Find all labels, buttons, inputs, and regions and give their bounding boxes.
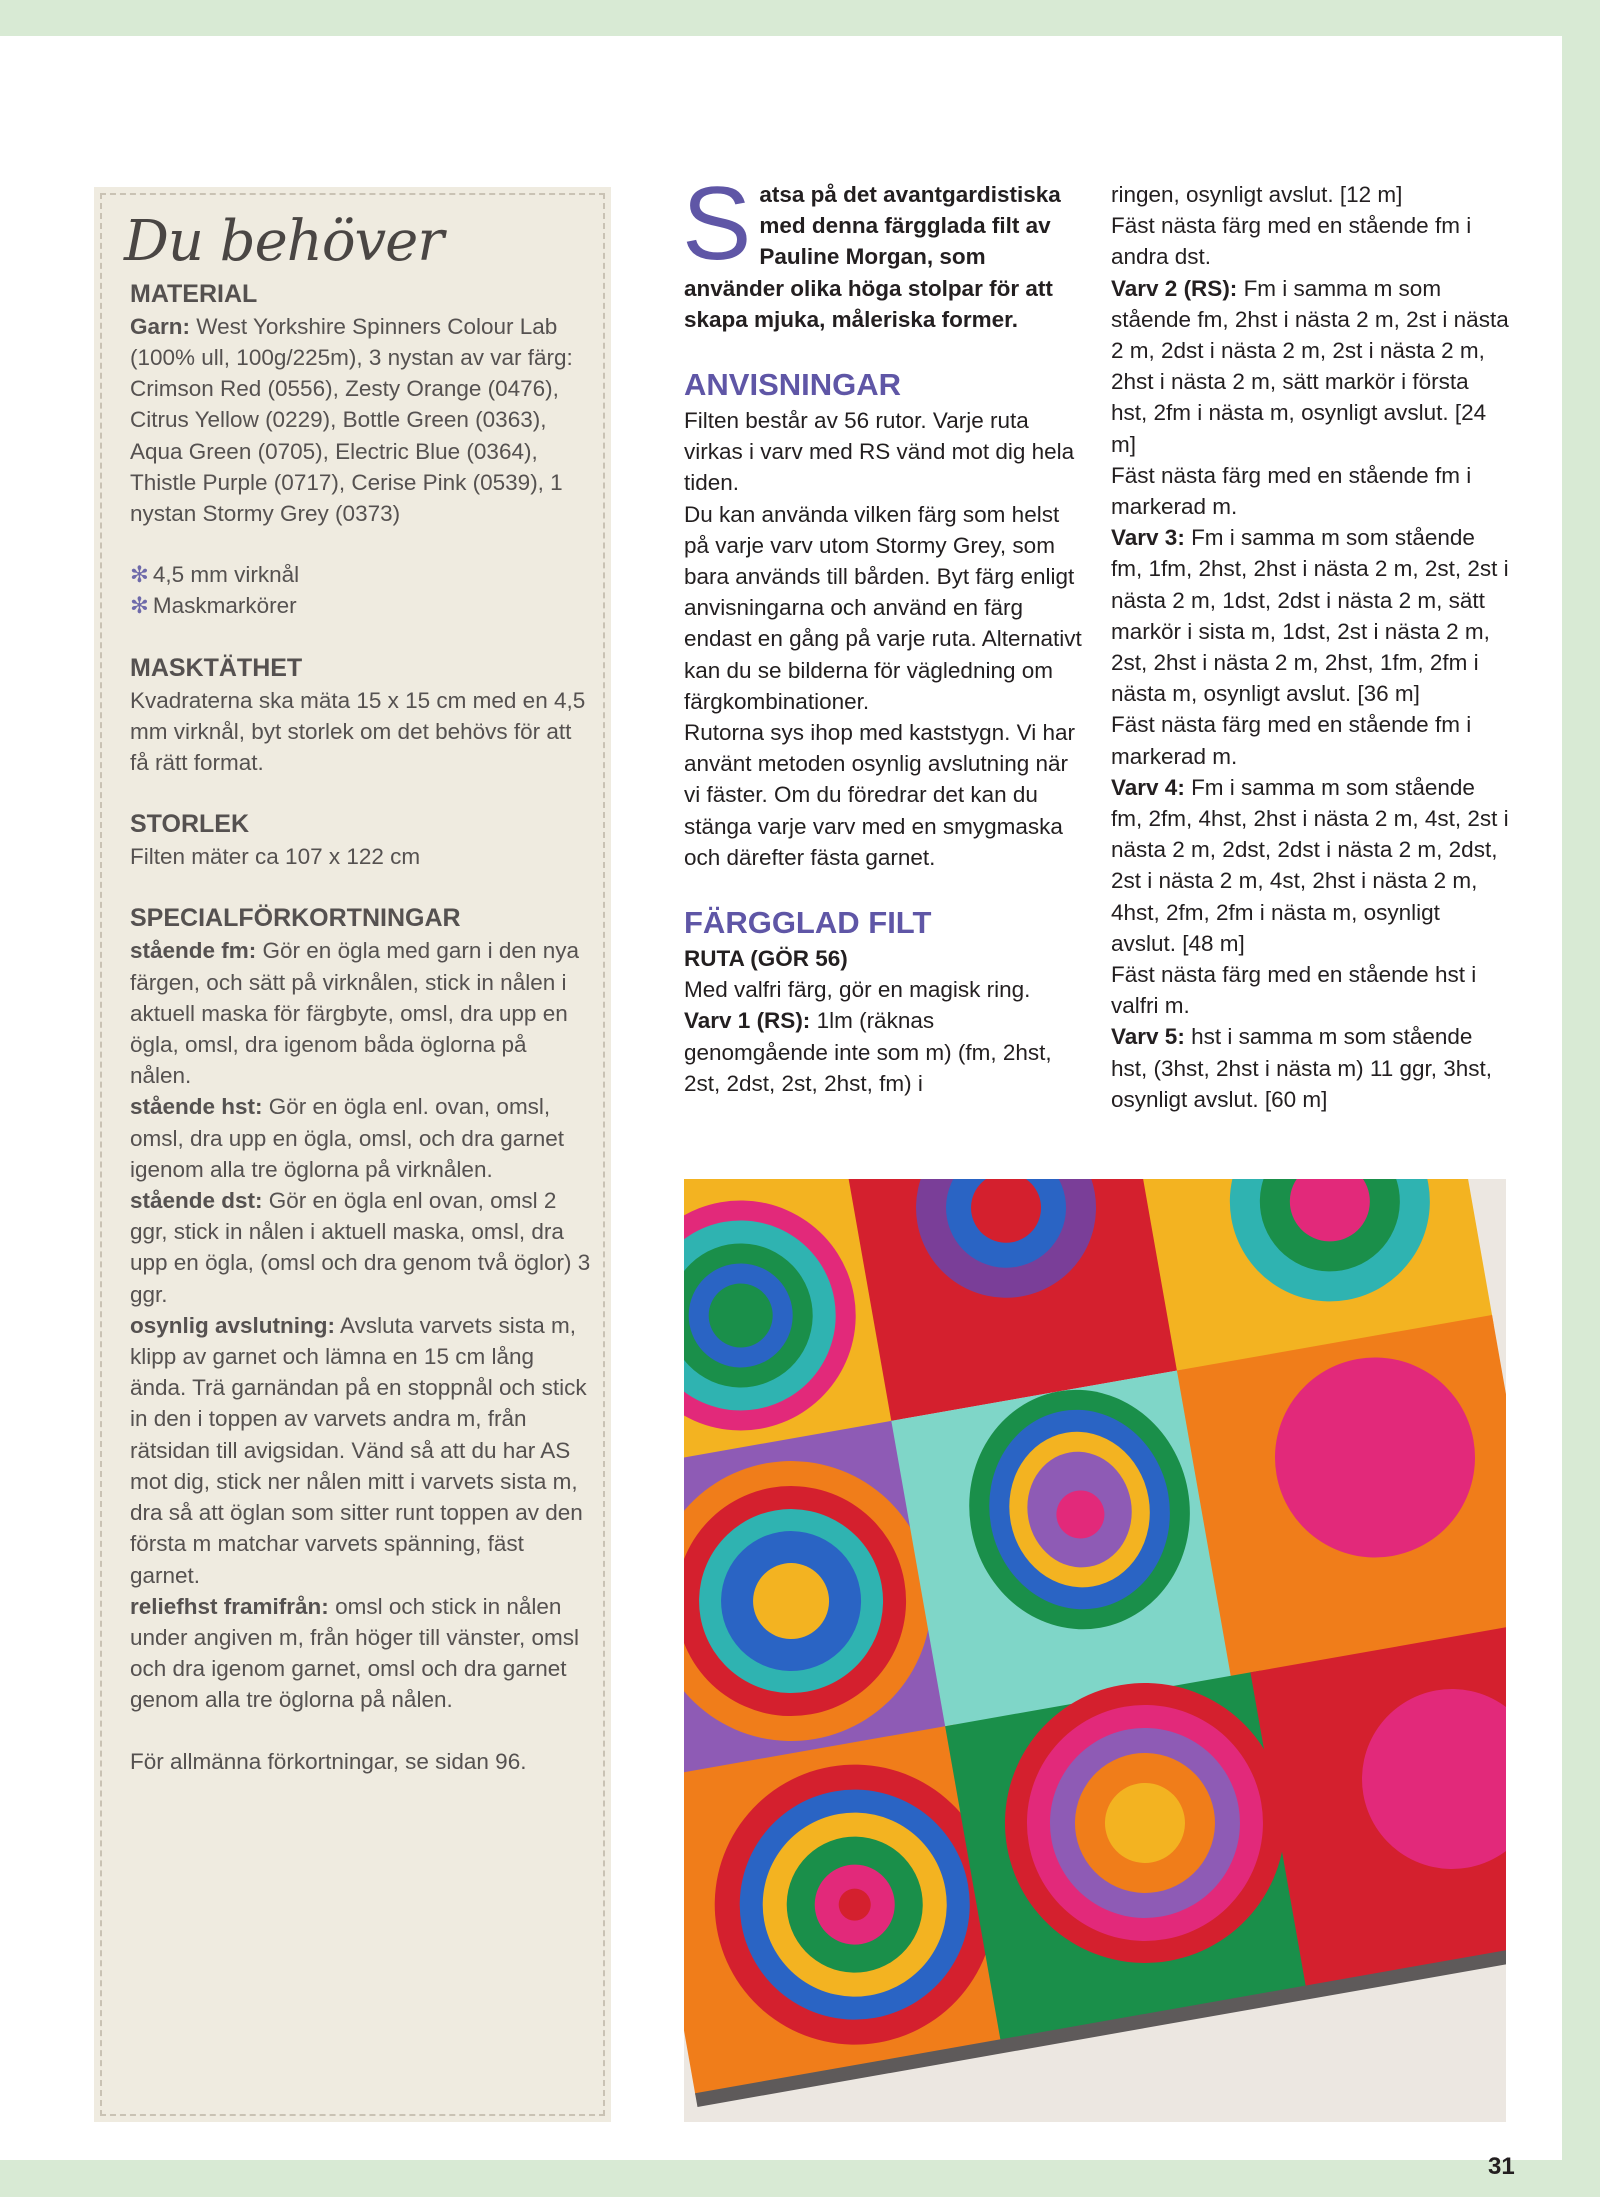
size-text: Filten mäter ca 107 x 122 cm [130, 844, 421, 870]
tool-item-label: Maskmarkörer [152, 593, 297, 619]
abbreviation-entry [130, 1591, 591, 1716]
round-text: Fm i samma m som stående fm, 1fm, 2hst, 2hst i nästa 2 m, 2st, 2st i nästa 2 m, 1dst, 2dst i nästa 2 m, sätt markör i sista m, 1dst, 2st i nästa 2 m, 2st, 2hst i nästa 2 m, 2hst, 1fm, 2fm i nästa m, osynligt avslut. [36 m] [1111, 525, 1509, 707]
sidebar-title: Du behöver [124, 209, 444, 274]
instructions-paragraph: Du kan använda vilken färg som helst på varje varv utom Stormy Grey, som bara används till bården. Byt färg enligt anvisningarna och använd en färg endast en gång på varje ruta. Alternativt kan du se bilderna för vägledning om färgkombinationer. [684, 501, 1082, 714]
round-label: Varv 5: [1111, 1024, 1185, 1050]
magazine-page [0, 36, 1562, 2180]
right-column [1111, 179, 1511, 1115]
pattern-heading: FÄRGGLAD FILT [684, 905, 932, 941]
tool-item [130, 559, 591, 590]
round-1-part-b: ringen, osynligt avslut. [12 m] [1111, 182, 1403, 207]
round-1-part-a [684, 1005, 1084, 1099]
intro-text: atsa på det avantgardistiska med denna färgglada filt av Pauline Morgan, som använder olika höga stolpar för att skapa mjuka, måleriska former. [684, 182, 1061, 332]
size-heading: STORLEK [130, 810, 249, 839]
tension-text: Kvadraterna ska mäta 15 x 15 cm med en 4,5 mm virknål, byt storlek om det behövs för att få rätt format. [130, 687, 586, 776]
special-abbreviations-heading: SPECIALFÖRKORTNINGAR [130, 904, 461, 933]
abbreviation-entry [130, 1091, 591, 1185]
abbreviation-text: Avsluta varvets sista m, klipp av garnet och lämna en 15 cm lång ända. Trä garnändan på en stoppnål och stick in den i toppen av varvets andra m, från rätsidan till avigsidan. Vänd så att du har AS mot dig, stick ner nålen mitt i varvets sista m, dra så att öglan som sitter runt toppen av den första m matchar varvets spänning, fäst garnet. [130, 1312, 587, 1588]
tension-heading: MASKTÄTHET [130, 653, 303, 682]
round-instruction: Fäst nästa färg med en stående fm i markerad m. [1111, 712, 1472, 769]
round-text: Fm i samma m som stående fm, 2fm, 4hst, 2hst i nästa 2 m, 4st, 2st i nästa 2 m, 2dst, 2dst i nästa 2 m, 2dst, 2st i nästa 2 m, 4st, 2hst i nästa 2 m, 4hst, 2fm, 2fm i nästa m, osynligt avslut. [48 m] [1111, 774, 1509, 956]
round-instruction: Fäst nästa färg med en stående fm i andra dst. [1111, 213, 1472, 270]
garn-text: West Yorkshire Spinners Colour Lab (100% ull, 100g/225m), 3 nystan av var färg: Crimson Red (0556), Zesty Orange (0476), Citrus Yellow (0229), Bottle Green (0363), Aqua Green (0705), Electric Blue (0364), Thistle Purple (0717), Cerise Pink (0539), 1 nystan Stormy Grey (0373) [130, 313, 573, 527]
abbreviation-entry [130, 935, 591, 1091]
round-instruction [1111, 1021, 1511, 1115]
round-instruction: Fäst nästa färg med en stående hst i valfri m. [1111, 962, 1477, 1019]
instructions-heading: ANVISNINGAR [684, 367, 902, 403]
round-label: Varv 2 (RS): [1111, 275, 1238, 301]
material-heading: MATERIAL [130, 279, 258, 308]
general-abbreviations-note: För allmänna förkortningar, se sidan 96. [130, 1748, 527, 1774]
tool-item [130, 590, 591, 621]
abbreviation-term: stående hst: [130, 1094, 263, 1120]
instructions-paragraph: Filten består av 56 rutor. Varje ruta virkas i varv med RS vänd mot dig hela tiden. [684, 408, 1075, 496]
asterisk-bullet-icon: ✻ [130, 562, 149, 588]
round-label: Varv 4: [1111, 774, 1185, 800]
materials-sidebar [94, 187, 611, 2122]
material-text [130, 311, 591, 529]
round-label: Varv 3: [1111, 525, 1185, 551]
asterisk-bullet-icon: ✻ [130, 593, 149, 619]
round-instruction [1111, 273, 1511, 460]
abbreviation-term: osynlig avslutning: [130, 1312, 336, 1338]
abbreviation-entry [130, 1185, 591, 1310]
round-instruction: Fäst nästa färg med en stående fm i markerad m. [1111, 462, 1472, 520]
middle-column [682, 166, 1084, 1099]
intro-paragraph [682, 166, 1084, 335]
pattern-start: Med valfri färg, gör en magisk ring. [684, 977, 1031, 1003]
round-instruction [1111, 772, 1511, 959]
abbreviation-text: omsl och stick in nålen under angiven m, från höger till vänster, omsl och dra igenom garnet, omsl och dra garnet genom alla tre öglorna på nålen. [130, 1593, 579, 1713]
instructions-paragraph: Rutorna sys ihop med kaststygn. Vi har använt metoden osynlig avslutning när vi fäster. Om du föredrar det kan du stänga varje varv med en smygmaska och därefter fästa garnet. [684, 720, 1076, 870]
pattern-subheading: RUTA (GÖR 56) [684, 946, 848, 972]
round-text: hst i samma m som stående hst, (3hst, 2hst i nästa m) 11 ggr, 3hst, osynligt avslut. [60 m] [1111, 1024, 1493, 1112]
round-label: Varv 1 (RS): [684, 1008, 811, 1034]
round-text: Fm i samma m som stående fm, 2hst i nästa 2 m, 2st i nästa 2 m, 2dst i nästa 2 m, 2st i nästa 2 m, 2hst i nästa 2 m, sätt markör i första hst, 2fm i nästa m, osynligt avslut. [24 m] [1111, 275, 1509, 457]
abbreviation-term: reliefhst framifrån: [130, 1593, 329, 1619]
page-number: 31 [1488, 2153, 1515, 2180]
abbreviation-text: Gör en ögla enl ovan, omsl 2 ggr, stick in nålen i aktuell maska, omsl, dra upp en ögla, (omsl och dra genom två öglor) 3 ggr. [130, 1188, 591, 1307]
abbreviation-term: stående dst: [130, 1188, 263, 1214]
drop-cap: S [682, 166, 752, 282]
abbreviation-term: stående fm: [130, 938, 257, 964]
blanket-photo [684, 1179, 1506, 2122]
round-instruction [1111, 522, 1511, 709]
round-text: 1lm (räknas genomgående inte som m) (fm, 2hst, 2st, 2dst, 2st, 2hst, fm) i [684, 1008, 1052, 1096]
abbreviation-text: Gör en ögla enl. ovan, omsl, omsl, dra upp en ögla, omsl, och dra garnet igenom alla tre öglorna på virknålen. [130, 1094, 564, 1182]
tool-item-label: 4,5 mm virknål [152, 562, 300, 588]
abbreviation-entry [130, 1310, 591, 1591]
garn-label: Garn: [130, 313, 191, 339]
abbreviation-text: Gör en ögla med garn i den nya färgen, och sätt på virknålen, stick in nålen i aktuell maska för färgbyte, omsl, dra upp en ögla, omsl, dra igenom båda öglorna på nålen. [130, 938, 579, 1089]
